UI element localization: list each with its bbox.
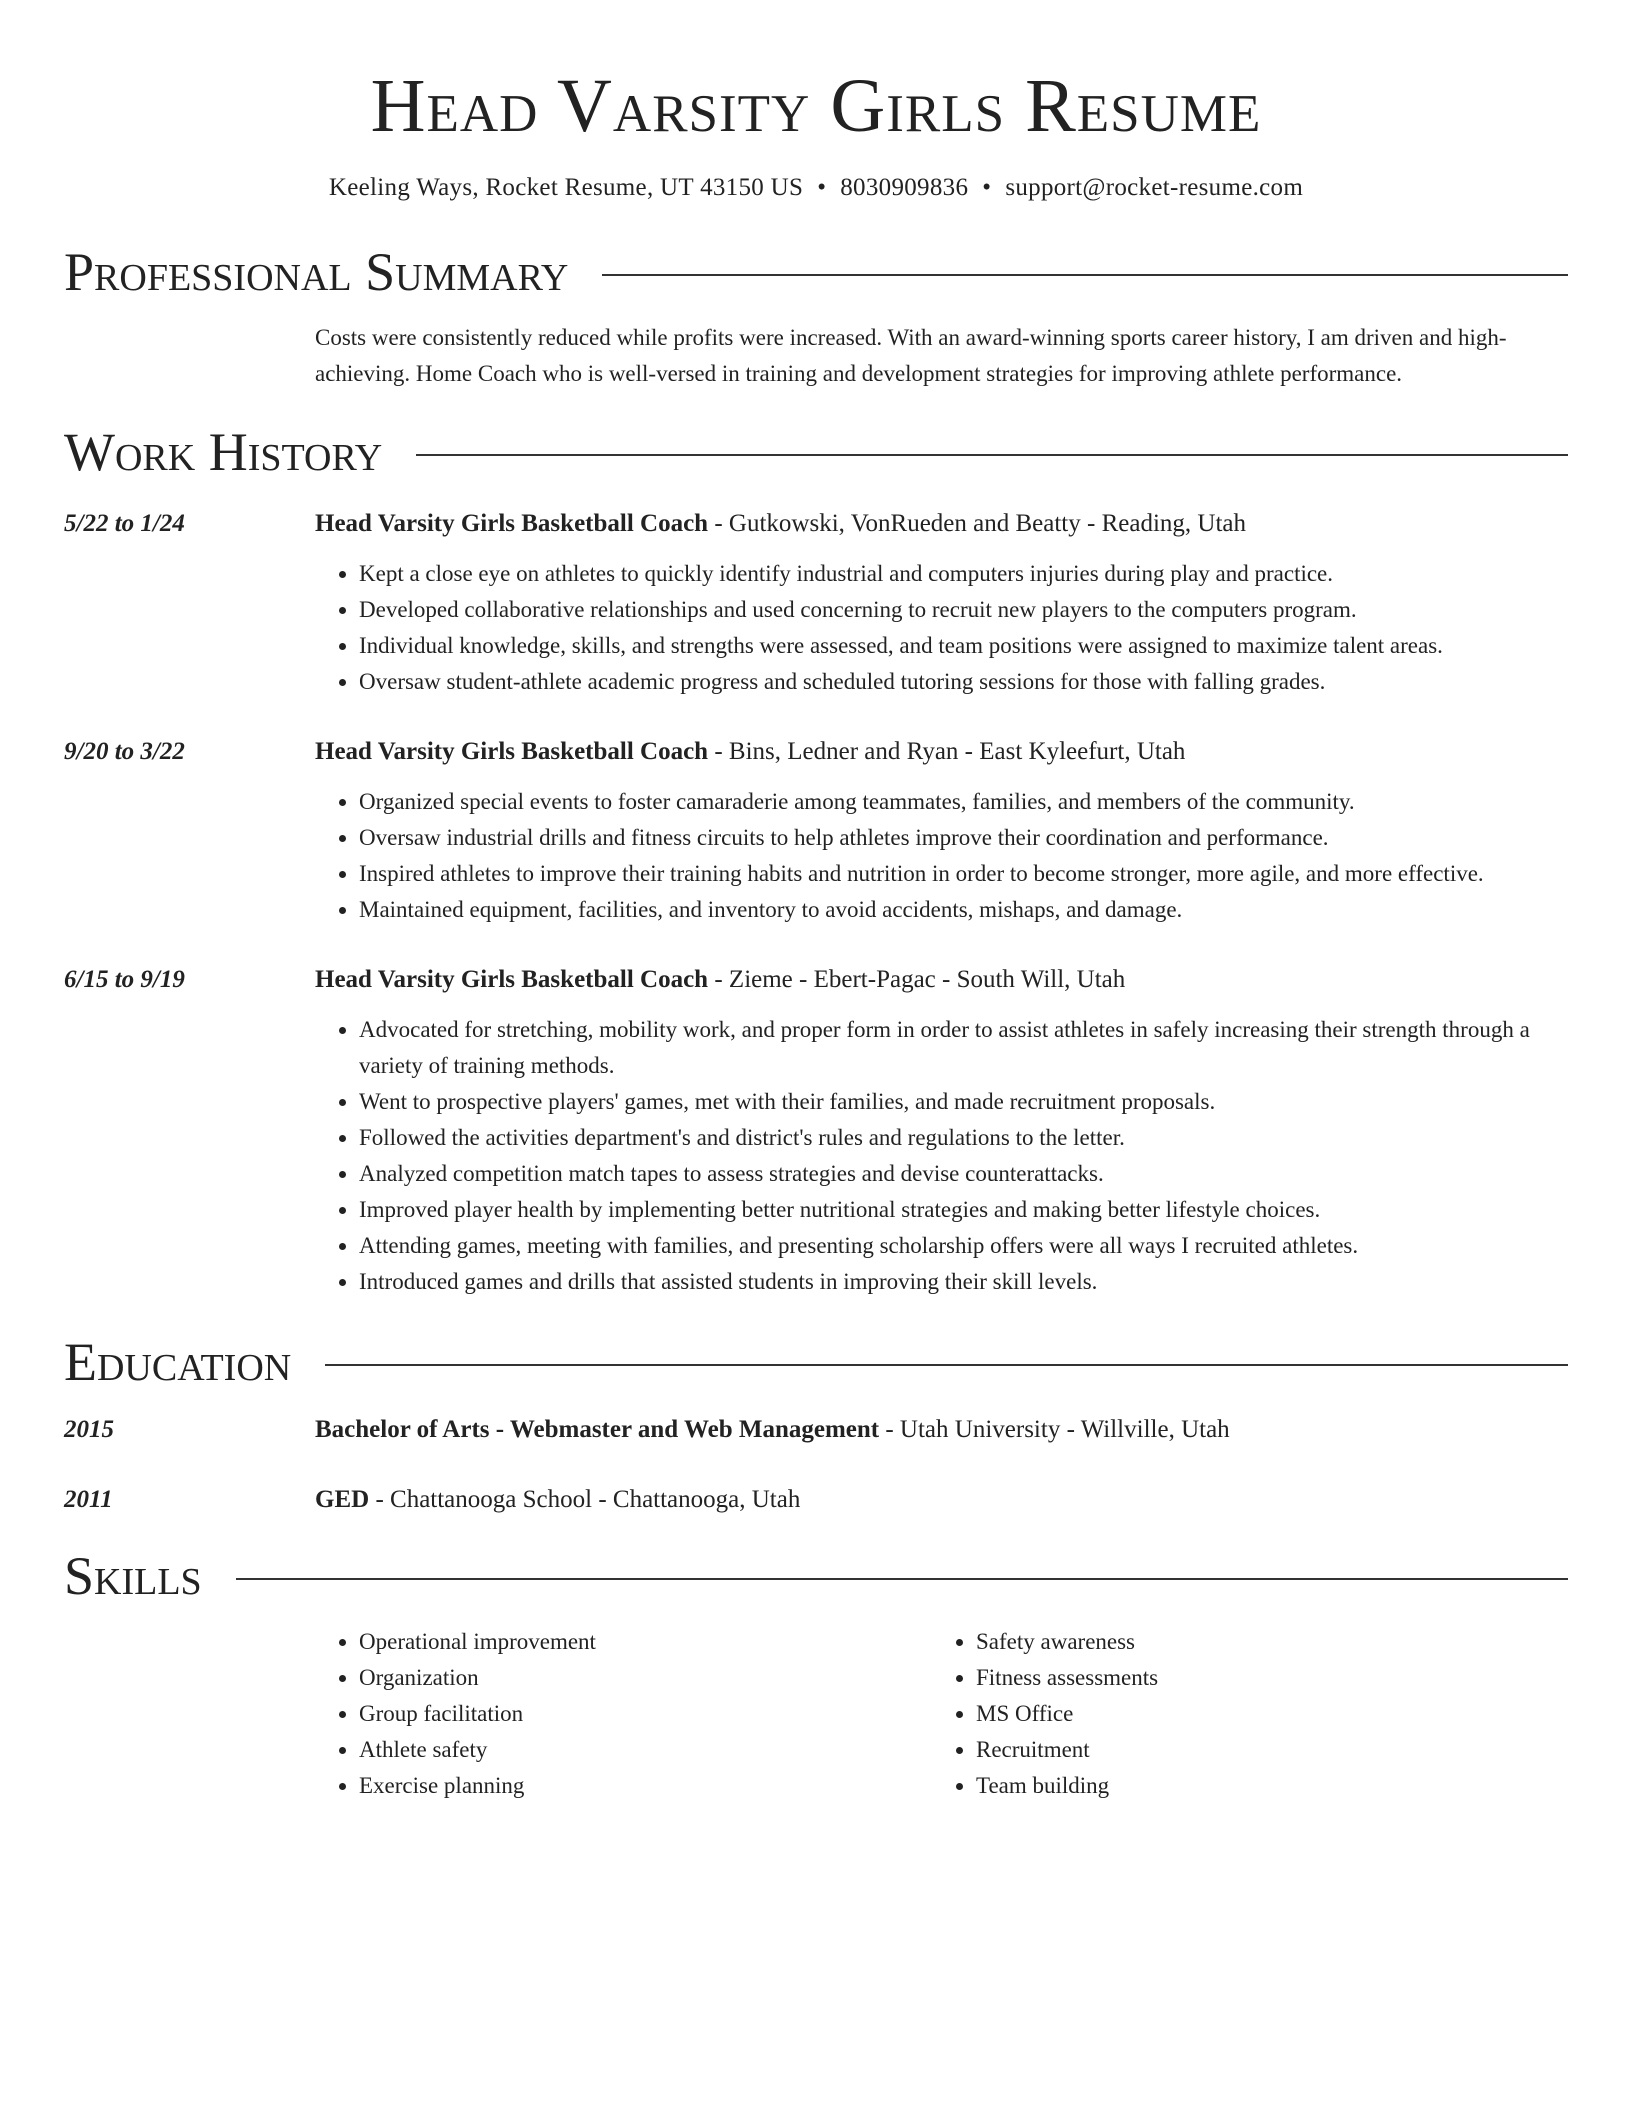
job-entry	[64, 962, 1568, 1300]
section-header-skills	[64, 1544, 1568, 1608]
contact-separator: •	[817, 174, 827, 201]
job-details: - Zieme - Ebert-Pagac - South Will, Utah	[708, 966, 1126, 993]
section-header-work-history	[64, 420, 1568, 484]
job-details: - Bins, Ledner and Ryan - East Kyleefurt, Utah	[708, 738, 1186, 765]
summary-text: Costs were consistently reduced while profits were increased. With an award-winning sports career history, I am driven and high-achieving. Home Coach who is well-versed in training and development strategies for improving athlete performance.	[315, 325, 1507, 386]
job-bullets	[315, 556, 1568, 700]
list-item: • Developed collaborative relationships and used concerning to recruit new players to the computers program.	[359, 592, 1568, 628]
education-details: - Chattanooga School - Chattanooga, Utah	[369, 1486, 801, 1513]
job-role-line	[315, 506, 1568, 542]
job-dates: 5/22 to 1/24	[64, 510, 185, 537]
education-degree: GED	[315, 1486, 370, 1513]
skills-grid	[315, 1624, 1568, 1804]
list-item: • Exercise planning	[359, 1768, 932, 1804]
list-item: • Kept a close eye on athletes to quickly identify industrial and computers injuries during play and practice.	[359, 556, 1568, 592]
education-body	[315, 1412, 1568, 1448]
list-item: • Organized special events to foster camaraderie among teammates, families, and members of the community.	[359, 784, 1568, 820]
job-body	[315, 506, 1568, 700]
job-role-line	[315, 734, 1568, 770]
education-list	[64, 1412, 1568, 1518]
list-item: • Team building	[976, 1768, 1549, 1804]
section-title-work-history: Work History	[64, 422, 383, 482]
list-item: • Introduced games and drills that assisted students in improving their skill levels.	[359, 1264, 1568, 1300]
education-year: 2015	[64, 1416, 114, 1443]
contact-phone: 8030909836	[840, 174, 969, 201]
job-bullets	[315, 1012, 1568, 1300]
list-item: • Inspired athletes to improve their training habits and nutrition in order to become stronger, more agile, and more effective.	[359, 856, 1568, 892]
education-entry	[64, 1482, 1568, 1518]
list-item: • Fitness assessments	[976, 1660, 1549, 1696]
section-divider	[236, 1578, 1568, 1580]
section-header-summary	[64, 240, 1568, 304]
section-title-education: Education	[64, 1332, 292, 1392]
list-item: • Organization	[359, 1660, 932, 1696]
contact-separator: •	[982, 174, 992, 201]
job-entry	[64, 506, 1568, 700]
job-details: - Gutkowski, VonRueden and Beatty - Reading, Utah	[708, 510, 1246, 537]
contact-email: support@rocket-resume.com	[1005, 174, 1304, 201]
list-item: • Individual knowledge, skills, and strengths were assessed, and team positions were assigned to maximize talent areas.	[359, 628, 1568, 664]
list-item: • MS Office	[976, 1696, 1549, 1732]
list-item: • Followed the activities department's and district's rules and regulations to the letter.	[359, 1120, 1568, 1156]
list-item: • Analyzed competition match tapes to assess strategies and devise counterattacks.	[359, 1156, 1568, 1192]
work-history-list	[64, 506, 1568, 1300]
job-dates: 9/20 to 3/22	[64, 738, 185, 765]
list-item: • Oversaw student-athlete academic progress and scheduled tutoring sessions for those with falling grades.	[359, 664, 1568, 700]
education-body	[315, 1482, 1568, 1518]
job-body	[315, 962, 1568, 1300]
education-entry	[64, 1412, 1568, 1448]
list-item: • Oversaw industrial drills and fitness circuits to help athletes improve their coordination and performance.	[359, 820, 1568, 856]
job-body	[315, 734, 1568, 928]
contact-address: Keeling Ways, Rocket Resume, UT 43150 US	[328, 174, 804, 201]
skills-column-left	[315, 1624, 932, 1804]
education-year: 2011	[64, 1486, 113, 1513]
list-item: • Recruitment	[976, 1732, 1549, 1768]
section-title-summary: Professional Summary	[64, 242, 569, 302]
job-role: Head Varsity Girls Basketball Coach	[315, 510, 709, 537]
list-item: • Group facilitation	[359, 1696, 932, 1732]
job-role: Head Varsity Girls Basketball Coach	[315, 966, 709, 993]
education-degree: Bachelor of Arts - Webmaster and Web Management	[315, 1416, 880, 1443]
education-line	[315, 1412, 1568, 1448]
list-item: • Athlete safety	[359, 1732, 932, 1768]
section-header-education	[64, 1330, 1568, 1394]
job-role: Head Varsity Girls Basketball Coach	[315, 738, 709, 765]
list-item: • Went to prospective players' games, met with their families, and made recruitment proposals.	[359, 1084, 1568, 1120]
job-bullets	[315, 784, 1568, 928]
skills-column-right	[932, 1624, 1549, 1804]
education-line	[315, 1482, 1568, 1518]
list-item: • Advocated for stretching, mobility work, and proper form in order to assist athletes in safely increasing their strength through a variety of training methods.	[359, 1012, 1568, 1084]
contact-line	[64, 174, 1568, 202]
list-item: • Improved player health by implementing better nutritional strategies and making better lifestyle choices.	[359, 1192, 1568, 1228]
section-title-skills: Skills	[64, 1546, 202, 1606]
section-divider	[416, 454, 1568, 456]
section-divider	[602, 274, 1568, 276]
education-details: - Utah University - Willville, Utah	[879, 1416, 1230, 1443]
job-entry	[64, 734, 1568, 928]
list-item: • Maintained equipment, facilities, and inventory to avoid accidents, mishaps, and damage.	[359, 892, 1568, 928]
list-item: • Attending games, meeting with families, and presenting scholarship offers were all ways I recruited athletes.	[359, 1228, 1568, 1264]
section-divider	[325, 1364, 1568, 1366]
job-role-line	[315, 962, 1568, 998]
list-item: • Operational improvement	[359, 1624, 932, 1660]
job-dates: 6/15 to 9/19	[64, 966, 185, 993]
resume-title: Head Varsity Girls Resume	[370, 64, 1262, 148]
list-item: • Safety awareness	[976, 1624, 1549, 1660]
